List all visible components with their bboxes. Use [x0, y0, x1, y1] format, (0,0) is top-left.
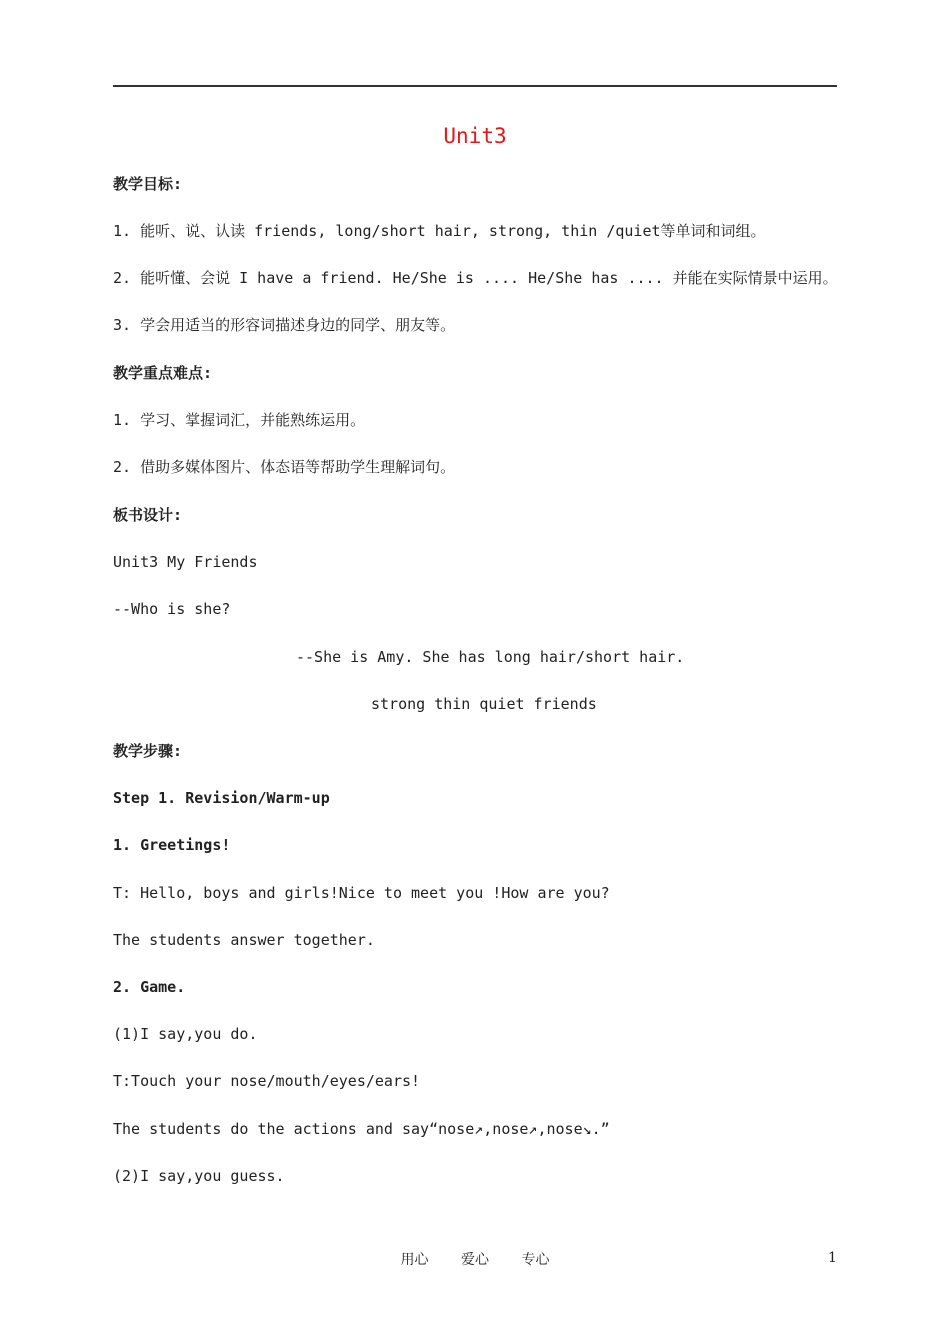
section-heading-objectives: 教学目标: [113, 175, 183, 193]
objective-3: 3. 学会用适当的形容词描述身边的同学、朋友等。 [113, 316, 456, 334]
footer-word: 专心 [521, 1252, 550, 1268]
objective-1: 1. 能听、说、认读 friends, long/short hair, strong, thin /quiet等单词和词组。 [113, 222, 766, 240]
body-line: (2)I say,you guess. [113, 1167, 285, 1185]
body-line: (1)I say,you do. [113, 1025, 258, 1043]
body-line: T:Touch your nose/mouth/eyes/ears! [113, 1072, 421, 1090]
footer-motto [0, 1249, 950, 1269]
key-point-2: 2. 借助多媒体图片、体态语等帮助学生理解词句。 [113, 458, 456, 476]
footer-word: 用心 [400, 1252, 429, 1268]
footer-word: 爱心 [461, 1252, 489, 1268]
section-heading-key-points: 教学重点难点: [113, 364, 213, 382]
board-line-4: strong thin quiet friends [371, 695, 597, 713]
sub-step-game: 2. Game. [113, 978, 186, 996]
page-number: 1 [828, 1250, 837, 1266]
section-heading-steps: 教学步骤: [113, 742, 183, 760]
body-line: T: Hello, boys and girls!Nice to meet you !How are you? [113, 884, 610, 902]
sub-step-greetings: 1. Greetings! [113, 836, 231, 854]
section-heading-board-design: 板书设计: [113, 506, 183, 524]
header-rule [113, 85, 837, 87]
key-point-1: 1. 学习、掌握词汇，并能熟练运用。 [113, 411, 366, 429]
step-1-heading: Step 1. Revision/Warm-up [113, 789, 330, 807]
body-line: The students do the actions and say“nose↗,nose↗,nose↘.” [113, 1120, 610, 1138]
body-line: The students answer together. [113, 931, 375, 949]
board-line-2: --Who is she? [113, 600, 231, 618]
board-line-1: Unit3 My Friends [113, 553, 258, 571]
board-line-3: --She is Amy. She has long hair/short hair. [296, 648, 685, 666]
document-title: Unit3 [443, 124, 507, 148]
objective-2: 2. 能听懂、会说 I have a friend. He/She is .... He/She has .... 并能在实际情景中运用。 [113, 269, 838, 287]
